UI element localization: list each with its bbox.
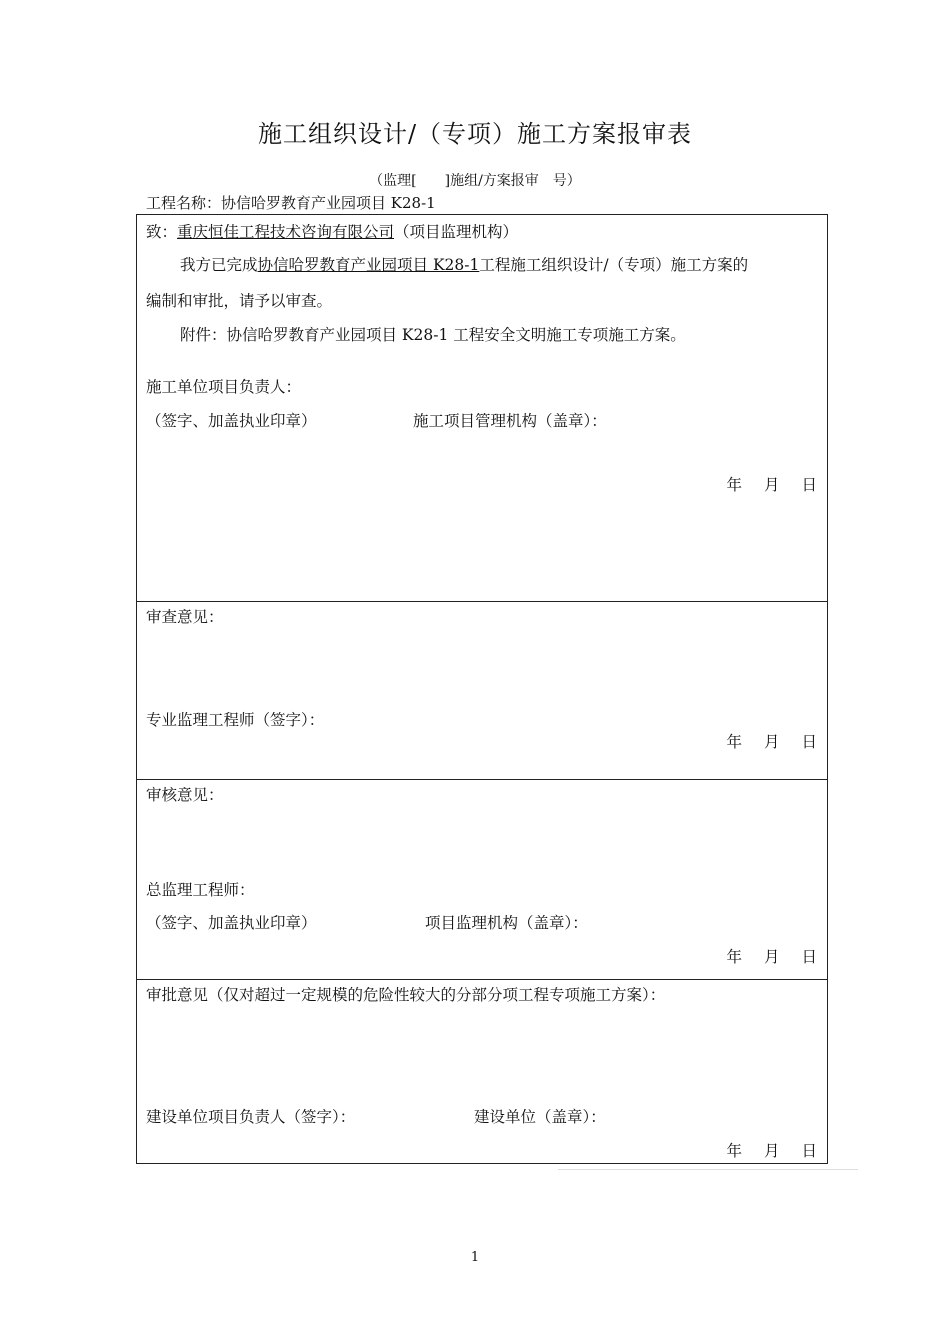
- specialist-engineer-signer: 专业监理工程师（签字）：: [146, 711, 325, 729]
- owner-org-label: 建设单位（盖章）：: [474, 1108, 606, 1126]
- para-prefix: 我方已完成: [180, 256, 258, 274]
- submission-paragraph-line2: 编制和审批，请予以审查。: [146, 292, 333, 310]
- audit-opinion-label: 审核意见：: [146, 786, 224, 804]
- contractor-org-label: 施工项目管理机构（盖章）：: [413, 412, 607, 430]
- date-month: 月: [763, 476, 780, 494]
- date-month: 月: [763, 1142, 780, 1160]
- supervision-org-label: 项目监理机构（盖章）：: [425, 914, 588, 932]
- addressee-prefix: 致：: [146, 223, 178, 241]
- approval-section: [137, 979, 827, 1164]
- approval-opinion-label: 审批意见（仅对超过一定规模的危险性较大的分部分项工程专项施工方案）：: [146, 986, 666, 1004]
- date-year: 年: [726, 948, 742, 966]
- project-label: 工程名称：: [146, 194, 222, 212]
- review-section: [137, 601, 827, 780]
- date-month: 月: [763, 733, 780, 751]
- para-rest: 工程施工组织设计/（专项）施工方案的: [479, 256, 749, 274]
- date-day: 日: [801, 948, 817, 966]
- form-title: 施工组织设计/（专项）施工方案报审表: [257, 120, 693, 148]
- attachment-line: 附件：协信哈罗教育产业园项目 K28-1 工程安全文明施工专项施工方案。: [180, 326, 686, 344]
- form-subtitle: （监理[ ]施组/方案报审 号）: [369, 173, 581, 189]
- chief-sign-note: （签字、加盖执业印章）: [146, 914, 317, 932]
- review-date: [726, 730, 817, 752]
- date-year: 年: [726, 733, 742, 751]
- date-day: 日: [801, 1142, 817, 1160]
- approval-date: [726, 1139, 817, 1161]
- project-name: 协信哈罗教育产业园项目 K28-1: [221, 194, 436, 212]
- submission-section: [137, 215, 827, 601]
- chief-engineer-signer: 总监理工程师：: [146, 881, 255, 899]
- contractor-sign-note: （签字、加盖执业印章）: [146, 412, 317, 430]
- approval-form-table: [136, 214, 828, 1164]
- date-day: 日: [801, 733, 817, 751]
- date-year: 年: [726, 476, 742, 494]
- audit-section: [137, 779, 827, 980]
- contractor-date: [726, 473, 817, 495]
- faint-divider: [558, 1169, 858, 1170]
- contractor-signer-label: 施工单位项目负责人：: [146, 378, 302, 396]
- date-year: 年: [726, 1142, 742, 1160]
- audit-date: [726, 945, 817, 967]
- review-opinion-label: 审查意见：: [146, 608, 224, 626]
- date-month: 月: [763, 948, 780, 966]
- addressee-company: 重庆恒佳工程技术咨询有限公司: [177, 223, 395, 241]
- page-number: 1: [470, 1250, 480, 1265]
- addressee-suffix: （项目监理机构）: [394, 223, 519, 241]
- para-project: 协信哈罗教育产业园项目 K28-1: [257, 256, 480, 274]
- owner-signer: 建设单位项目负责人（签字）：: [146, 1108, 356, 1126]
- submission-paragraph-line1: [180, 253, 748, 275]
- project-name-line: [146, 192, 436, 213]
- addressee-line: [146, 220, 518, 242]
- date-day: 日: [801, 476, 817, 494]
